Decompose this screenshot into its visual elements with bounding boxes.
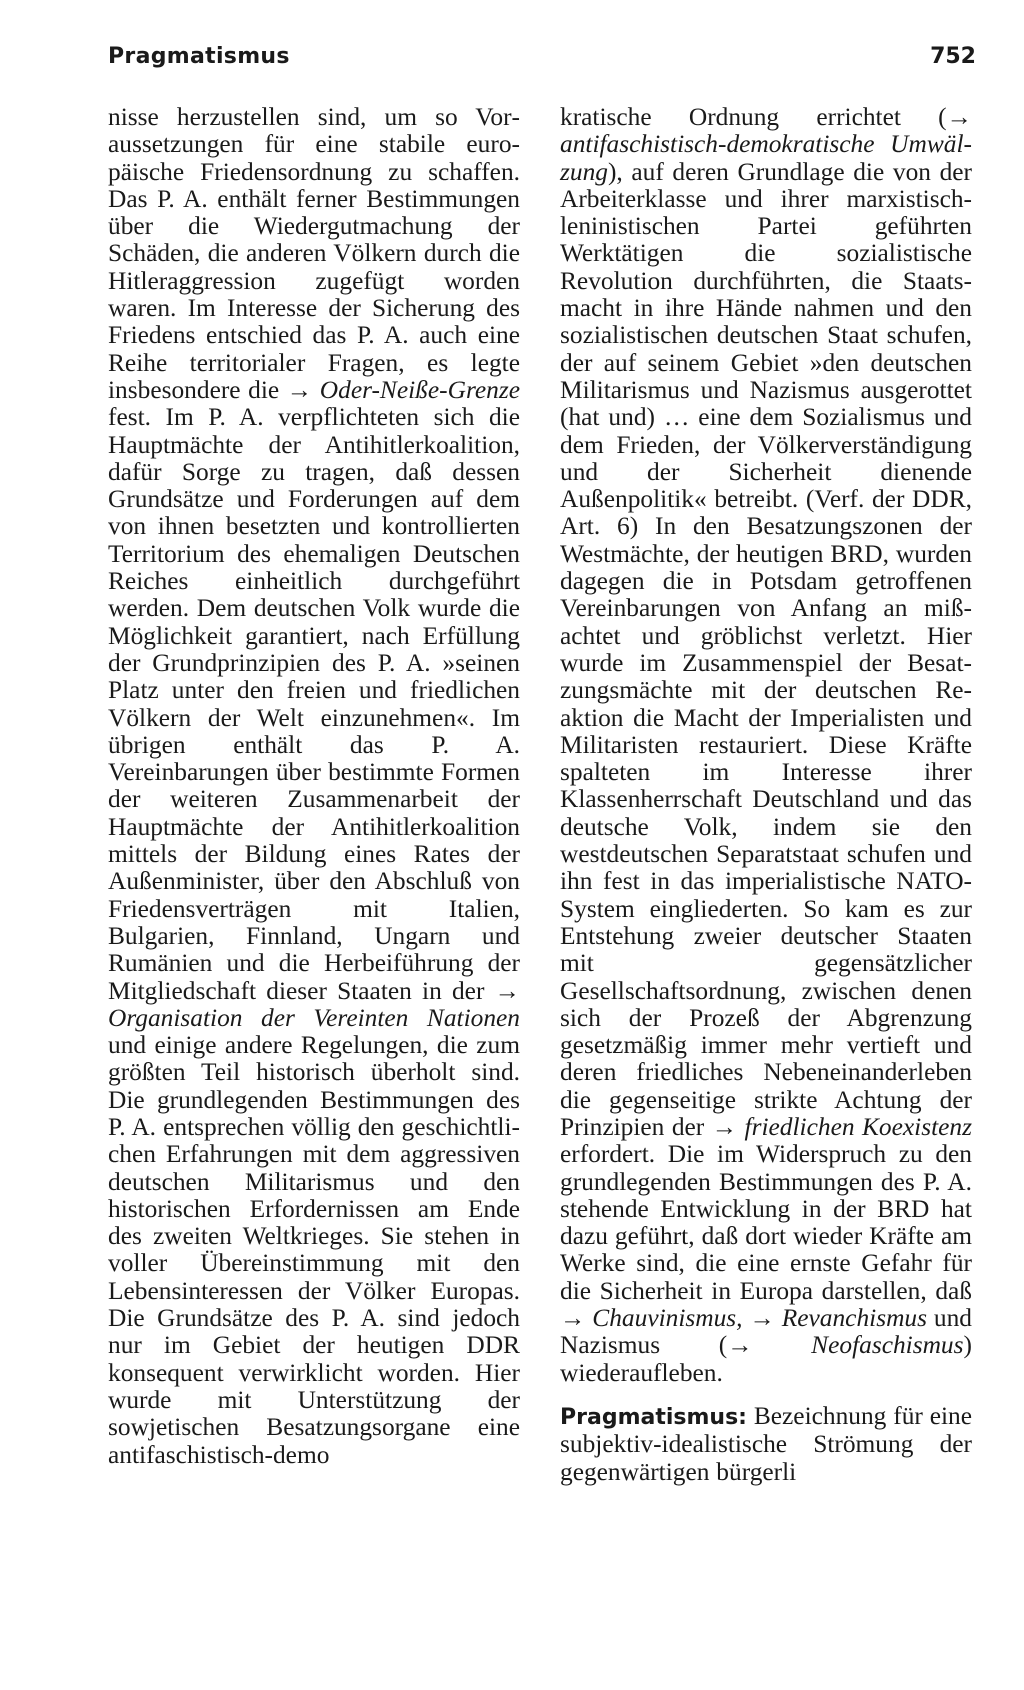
text-run: nisse herzustellen sind, um so Voraussetzungen für eine stabile europäische Friedensordnung zu schaffen. Das P. A. enthält ferner Bestimmungen über die Wiedergutmachung der Schäden, die anderen Völkern durch die Hitleraggression zugefügt worden waren. Im Interesse der Sicherung des Friedens entschied das P. A. auch eine Reihe territorialer Fragen, es legte insbesondere die bbox=[108, 103, 520, 404]
running-head: Pragmatismus bbox=[108, 44, 290, 69]
cross-reference[interactable]: Chauvinismus, bbox=[585, 1304, 743, 1333]
cross-reference[interactable]: friedlichen Koexistenz bbox=[737, 1112, 972, 1141]
cross-reference[interactable]: Organisation der Vereinten Nationen bbox=[108, 1003, 520, 1032]
text-run: ) wiederaufleben. bbox=[560, 1331, 972, 1387]
dictionary-entry bbox=[560, 1403, 972, 1486]
entry-term: Pragmatismus: bbox=[560, 1404, 747, 1430]
cross-reference[interactable]: Oder-Neiße-Grenze bbox=[319, 375, 520, 404]
cross-reference-arrow-icon: → bbox=[711, 1112, 738, 1141]
cross-reference-arrow-icon: → bbox=[286, 375, 313, 404]
cross-reference-arrow-icon: → bbox=[749, 1304, 775, 1333]
cross-reference-arrow-icon: → bbox=[560, 1304, 586, 1333]
cross-reference-arrow-icon: → bbox=[494, 976, 520, 1005]
cross-reference[interactable]: antifaschistisch-demokratische Umwälzung bbox=[560, 130, 972, 186]
paragraph bbox=[560, 104, 972, 1387]
page-number: 752 bbox=[930, 44, 976, 69]
text-run: und Nazismus ( bbox=[560, 1304, 972, 1360]
cross-reference[interactable]: Revanchismus bbox=[774, 1304, 927, 1333]
cross-reference[interactable]: Neofaschismus bbox=[752, 1331, 964, 1360]
entry-text: Bezeichnung für eine subjektiv-idealistische Strömung der gegenwärtigen bürgerli bbox=[560, 1401, 972, 1486]
cross-reference-arrow-icon: → bbox=[946, 103, 972, 131]
right-column bbox=[560, 104, 972, 1486]
paragraph bbox=[108, 104, 520, 1469]
left-column bbox=[108, 104, 520, 1469]
text-run: ), auf deren Grundlage die von der Arbeiterklasse und ihrer marxistisch-leninistischen Partei geführten Werktätigen die sozialistische Revolution durchführten, die Staatsmacht in ihre Hände nahmen und den sozialistischen deutschen Staat schufen, der auf seinem Gebiet »den deutschen Militarismus und Nazismus ausgerottet (hat und) … eine dem Sozialismus und dem Frieden, der Völkerverständigung und der Sicherheit dienende Außenpolitik« betreibt. (Verf. der DDR, Art. 6) In den Besatzungszonen der Westmächte, der heutigen BRD, wurden dagegen die in Potsdam getroffenen Vereinbarungen von Anfang an mißachtet und gröblichst verletzt. Hier wurde im Zusammenspiel der Besatzungsmächte mit der deutschen Reaktion die Macht der Imperialisten und Militaristen restauriert. Diese Kräfte spalteten im Interesse ihrer Klassenherrschaft Deutschland und das deutsche Volk, indem sie den westdeutschen Separatstaat schufen und ihn fest in das imperialistische NATO-System eingliederten. So kam es zur Entstehung zweier deutscher Staaten mit gegensätzlicher Gesellschaftsordnung, zwischen denen sich der Prozeß der Abgrenzung gesetzmäßig immer mehr vertieft und deren friedliches Nebeneinanderleben die gegenseitige strikte Achtung der Prinzipien der bbox=[560, 157, 972, 1141]
text-run: und einige andere Regelungen, die zum größten Teil historisch überholt sind. Die grundlegenden Bestimmungen des P. A. entsprechen völlig den geschichtlichen Erfahrungen mit dem aggressiven deutschen Militarismus und den historischen Erfordernissen am Ende des zweiten Weltkrieges. Sie stehen in voller Übereinstimmung mit den Lebensinteressen der Völker Europas. Die Grundsätze des P. A. sind jedoch nur im Gebiet der heutigen DDR konsequent verwirklicht worden. Hier wurde mit Unterstützung der sowjetischen Besatzungsorgane eine antifaschistisch-demo bbox=[108, 1031, 520, 1469]
cross-reference-arrow-icon: → bbox=[727, 1331, 753, 1360]
page-header bbox=[108, 44, 976, 84]
text-run: erfordert. Die im Widerspruch zu den grundlegenden Bestimmungen des P. A. stehende Entwicklung in der BRD hat dazu geführt, daß dort wieder Kräfte am Werke sind, die eine ernste Gefahr für die Sicherheit in Europa darstellen, daß bbox=[560, 1140, 972, 1305]
text-run: fest. Im P. A. verpflichteten sich die Hauptmächte der Antihitlerkoalition, dafür Sorge zu tragen, daß dessen Grundsätze und Forderungen auf dem von ihnen besetzten und kontrollierten Territorium des ehemaligen Deutschen Reiches einheitlich durchgeführt werden. Dem deutschen Volk wurde die Möglichkeit garantiert, nach Erfüllung der Grundprinzipien des P. A. »seinen Platz unter den freien und friedlichen Völkern der Welt einzunehmen«. Im übrigen enthält das P. A. Vereinbarungen über bestimmte Formen der weiteren Zusammenarbeit der Hauptmächte der Antihitlerkoalition mittels der Bildung eines Rates der Außenminister, über den Abschluß von Friedensverträgen mit Italien, Bulgarien, Finnland, Ungarn und Rumänien und die Herbeiführung der Mitgliedschaft dieser Staaten in der bbox=[108, 403, 520, 1005]
text-run: kratische Ordnung errichtet ( bbox=[560, 103, 947, 131]
